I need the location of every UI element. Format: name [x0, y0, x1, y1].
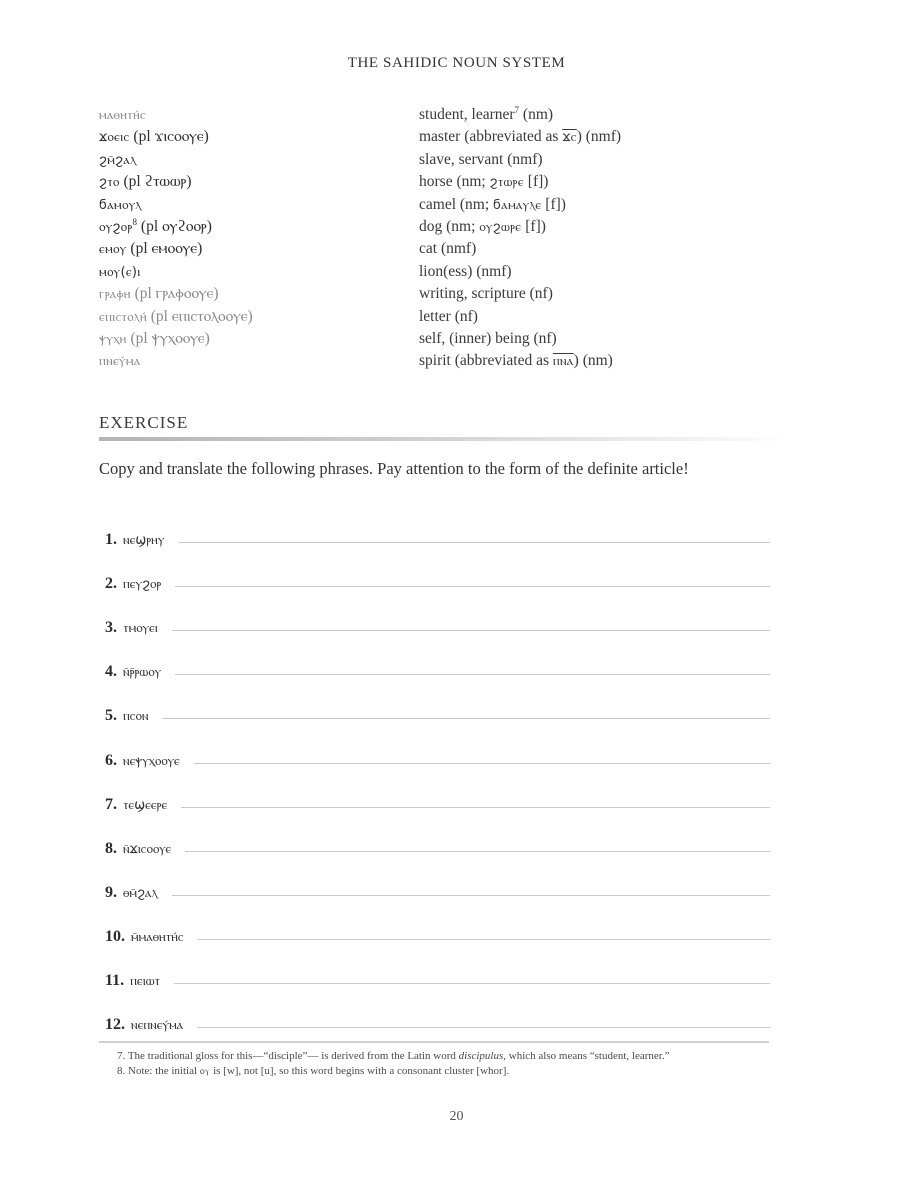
vocab-gloss: letter (nf) [419, 307, 478, 325]
footnote-text-tail: is [w], not [u], so this word begins with a consonant cluster [whor]. [210, 1065, 510, 1077]
vocab-gloss [419, 216, 739, 238]
answer-line[interactable] [185, 851, 770, 852]
coptic-word: ⲙⲟⲩ(ⲉ)ⲓ [99, 264, 141, 280]
exercise-item [105, 990, 770, 1034]
plural-form: (pl ⲅⲣⲁⲫⲟⲟⲩⲉ) [134, 285, 219, 303]
gloss-text: master (abbreviated as [419, 128, 563, 146]
exercise-item [105, 549, 770, 593]
exercise-item [105, 725, 770, 769]
exercise-item [105, 946, 770, 990]
footnote-text: Note: the initial [128, 1065, 200, 1077]
page-number: 20 [449, 1109, 464, 1124]
footnote-divider [99, 1041, 769, 1043]
feminine-form: ϩⲧⲱⲣⲉ [489, 175, 524, 191]
footnotes [117, 1049, 777, 1079]
coptic-phrase: ⲧⲉϣⲉⲉⲣⲉ [123, 797, 168, 813]
vocab-term [99, 104, 419, 126]
exercise-item [105, 505, 770, 549]
exercise-item [105, 593, 770, 637]
vocab-row [99, 238, 739, 260]
vocab-row [99, 194, 739, 216]
exercise-item [105, 902, 770, 946]
coptic-digraph: ⲟⲩ [199, 1066, 211, 1077]
vocab-term [99, 171, 419, 193]
plural-form: (pl ⲟⲩϩⲟⲟⲣ) [140, 217, 212, 235]
coptic-word: ϭⲁⲙⲟⲩⲗ [99, 197, 142, 213]
answer-line[interactable] [174, 983, 770, 984]
footnote-ref[interactable]: 7 [514, 104, 520, 115]
gloss-tail: [f]) [541, 195, 566, 213]
exercise-list [105, 505, 770, 1034]
item-number: 6. [105, 751, 117, 769]
vocab-term [99, 126, 419, 148]
vocab-gloss: cat (nmf) [419, 240, 477, 258]
vocab-gloss [419, 350, 739, 372]
coptic-word: ⲯⲩⲭⲏ [99, 331, 127, 347]
exercise-item [105, 637, 770, 681]
plural-form: (pl ⲉⲡⲓⲥⲧⲟⲗⲟⲟⲩⲉ) [150, 307, 253, 325]
coptic-phrase: ⲛ̄ϫⲓⲥⲟⲟⲩⲉ [123, 841, 172, 857]
exercise-heading: EXERCISE [99, 413, 189, 432]
coptic-word: ⲅⲣⲁⲫⲏ [99, 287, 131, 303]
vocab-term [99, 216, 419, 238]
exercise-item [105, 814, 770, 858]
footnote-ref[interactable]: 8 [132, 216, 138, 227]
answer-line[interactable] [181, 807, 770, 808]
vocab-term [99, 149, 419, 171]
answer-line[interactable] [179, 542, 771, 543]
coptic-word: ⲉⲙⲟⲩ [99, 242, 127, 258]
answer-line[interactable] [197, 1027, 770, 1028]
abbreviation: ⲡⲛⲁ [552, 354, 574, 370]
vocab-row [99, 283, 739, 305]
vocabulary-list [99, 104, 739, 373]
item-number: 5. [105, 707, 117, 725]
gloss-tail: [f]) [521, 217, 546, 235]
vocab-gloss [419, 194, 739, 216]
vocab-row [99, 171, 739, 193]
vocab-term [99, 283, 419, 305]
vocab-row [99, 216, 739, 238]
coptic-phrase: ⲑⲙ̄ϩⲁⲗ [123, 885, 158, 901]
item-number: 11. [105, 972, 125, 990]
gloss-text: horse (nm; [419, 173, 490, 191]
answer-line[interactable] [194, 763, 770, 764]
vocab-gloss: self, (inner) being (nf) [419, 329, 557, 347]
footnote-number: 7. [117, 1050, 126, 1062]
coptic-phrase: ⲛ̄ⲣ̄ⲣⲱⲟⲩ [123, 665, 162, 681]
coptic-word: ⲉⲡⲓⲥⲧⲟⲗⲏ́ [99, 309, 147, 325]
vocab-row [99, 328, 739, 350]
coptic-phrase: ⲡⲉⲩϩⲟⲣ [123, 577, 162, 593]
vocab-row [99, 104, 739, 126]
coptic-word: ϩⲧⲟ [99, 175, 120, 191]
exercise-item [105, 681, 770, 725]
coptic-phrase: ⲡⲥⲟⲛ [123, 709, 149, 725]
answer-line[interactable] [172, 895, 770, 896]
exercise-instructions: Copy and translate the following phrases. Pay attention to the form of the definite article! [99, 459, 689, 478]
vocab-gloss [419, 126, 739, 148]
item-number: 8. [105, 839, 117, 857]
footnote-text: The traditional gloss for this—“disciple”— is derived from the Latin word [127, 1050, 459, 1062]
footnote-7 [117, 1049, 777, 1064]
item-number: 7. [105, 795, 117, 813]
gloss-text: student, learner [419, 106, 515, 123]
abbreviation: ϫⲥ [562, 130, 577, 146]
gloss-tail: (nm) [519, 106, 554, 123]
feminine-form: ⲟⲩϩⲱⲣⲉ [479, 219, 522, 235]
coptic-phrase: ⲛⲉⲯⲩⲭⲟⲟⲩⲉ [123, 753, 180, 769]
gloss-tail: ) (nmf) [576, 128, 622, 146]
coptic-word: ⲡⲛⲉⲩ́ⲙⲁ [99, 354, 141, 370]
vocab-gloss [419, 104, 739, 126]
vocab-row [99, 261, 739, 283]
exercise-item [105, 770, 770, 814]
item-number: 9. [105, 883, 117, 901]
coptic-word: ϩⲙ̄ϩⲁⲗ [99, 152, 137, 168]
coptic-phrase: ⲛⲉϣⲣⲏⲩ [123, 533, 165, 549]
gloss-text: dog (nm; [419, 217, 480, 235]
answer-line[interactable] [175, 586, 770, 587]
latin-term: discipulus [458, 1050, 504, 1062]
vocab-row [99, 149, 739, 171]
vocab-term [99, 261, 419, 283]
plural-form: (pl ϩⲧⲱⲱⲣ) [123, 173, 192, 191]
gloss-tail: [f]) [523, 173, 549, 191]
item-number: 2. [105, 575, 117, 593]
plural-form: (pl ϫⲓⲥⲟⲟⲩⲉ) [133, 128, 209, 146]
item-number: 4. [105, 663, 117, 681]
plural-form: (pl ⲯⲩⲭⲟⲟⲩⲉ) [130, 329, 210, 347]
footnote-8 [117, 1064, 777, 1079]
coptic-phrase: ⲧⲙⲟⲩⲉⲓ [123, 621, 158, 637]
answer-line[interactable] [175, 674, 770, 675]
vocab-row [99, 306, 739, 328]
vocab-term [99, 328, 419, 350]
running-head: THE SAHIDIC NOUN SYSTEM [347, 55, 566, 71]
item-number: 10. [105, 927, 125, 945]
gloss-tail: ) (nm) [573, 352, 613, 370]
answer-line[interactable] [162, 718, 770, 719]
item-number: 12. [105, 1016, 125, 1034]
item-number: 1. [105, 531, 117, 549]
vocab-gloss [419, 171, 739, 193]
coptic-phrase: ⲛⲉⲡⲛⲉⲩ́ⲙⲁ [131, 1018, 184, 1034]
answer-line[interactable] [198, 939, 770, 940]
vocab-term [99, 194, 419, 216]
vocab-term [99, 238, 419, 260]
plural-form: (pl ⲉⲙⲟⲟⲩⲉ) [130, 240, 203, 258]
footnote-text-tail: , which also means “student, learner.” [503, 1050, 670, 1062]
exercise-item [105, 858, 770, 902]
item-number: 3. [105, 619, 117, 637]
vocab-term [99, 350, 419, 372]
section-divider [99, 437, 789, 441]
footnote-number: 8. [117, 1065, 126, 1077]
vocab-row [99, 350, 739, 372]
coptic-phrase: ⲡⲉⲓⲱⲧ [130, 974, 161, 990]
vocab-term [99, 306, 419, 328]
coptic-word: ⲙⲁⲑⲏⲧⲏ́ⲥ [99, 108, 147, 123]
coptic-word: ϫⲟⲉⲓⲥ [99, 130, 130, 146]
feminine-form: ϭⲁⲙⲁⲩⲗⲉ [493, 197, 542, 213]
vocab-gloss: slave, servant (nmf) [419, 150, 543, 168]
coptic-phrase: ⲙ̄ⲙⲁⲑⲏⲧⲏ́ⲥ [131, 929, 184, 945]
gloss-text: camel (nm; [419, 195, 494, 213]
vocab-gloss: writing, scripture (nf) [419, 285, 553, 303]
coptic-word: ⲟⲩϩⲟⲣ [99, 219, 133, 235]
gloss-text: spirit (abbreviated as [419, 352, 553, 370]
vocab-gloss: lion(ess) (nmf) [419, 262, 512, 280]
answer-line[interactable] [172, 630, 770, 631]
vocab-row [99, 126, 739, 148]
